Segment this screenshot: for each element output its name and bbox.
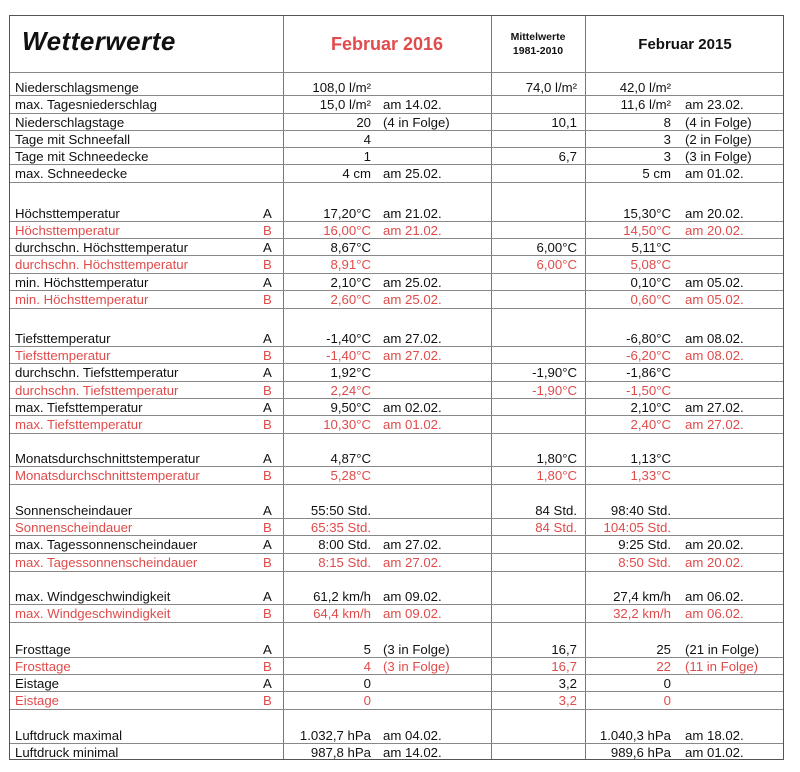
detail-2015: (21 in Folge) — [685, 642, 760, 657]
table-row — [10, 467, 783, 484]
detail-2016: am 27.02. — [383, 555, 442, 570]
detail-2015: am 20.02. — [685, 223, 744, 238]
table-row — [10, 165, 783, 182]
row-label: Sonnenscheindauer — [15, 520, 133, 535]
detail-2016: am 27.02. — [383, 331, 442, 346]
row-label: min. Höchsttemperatur — [15, 275, 149, 290]
detail-2015: am 27.02. — [685, 417, 744, 432]
value-2015: 3 — [663, 149, 671, 164]
row-label: max. Windgeschwindigkeit — [15, 606, 171, 621]
detail-2015: am 08.02. — [685, 331, 744, 346]
row-label: max. Tiefsttemperatur — [15, 417, 143, 432]
table-row — [10, 205, 783, 222]
mittelwerte-period: 1981-2010 — [512, 45, 564, 57]
value-2016: 1.032,7 hPa — [299, 728, 371, 743]
value-2016: 4 — [363, 659, 371, 674]
row-label: max. Tiefsttemperatur — [15, 400, 143, 415]
value-mittelwert: 6,00°C — [536, 240, 577, 255]
row-label: Niederschlagstage — [15, 115, 125, 130]
value-2016: 65:35 Std. — [310, 520, 371, 535]
row-label: Höchsttemperatur — [15, 223, 120, 238]
table-row — [10, 416, 783, 433]
row-label: Frosttage — [15, 659, 71, 674]
value-2016: 64,4 km/h — [313, 606, 371, 621]
value-mittelwert: 1,80°C — [536, 451, 577, 466]
station-code: A — [263, 537, 272, 552]
value-2016: 5 — [363, 642, 371, 657]
column-header-mittelwerte — [491, 16, 585, 72]
row-label: Sonnenscheindauer — [15, 503, 133, 518]
row-label: Monatsdurchschnittstemperatur — [15, 468, 200, 483]
table-row — [10, 330, 783, 347]
row-divider — [10, 484, 783, 485]
row-divider — [10, 398, 783, 399]
table-row — [10, 382, 783, 399]
station-code: A — [263, 331, 272, 346]
row-divider — [10, 381, 783, 382]
value-2016: 1,92°C — [330, 365, 371, 380]
table-row — [10, 222, 783, 239]
row-label: durchschn. Tiefsttemperatur — [15, 365, 179, 380]
table-title: Wetterwerte — [22, 26, 176, 56]
row-label: Frosttage — [15, 642, 71, 657]
row-divider — [10, 553, 783, 554]
value-2016: 4,87°C — [330, 451, 371, 466]
value-2015: 27,4 km/h — [613, 589, 671, 604]
value-mittelwert: 10,1 — [551, 115, 577, 130]
row-divider — [10, 415, 783, 416]
value-2016: 987,8 hPa — [310, 745, 371, 760]
value-mittelwert: 3,2 — [558, 676, 577, 691]
value-2016: 16,00°C — [323, 223, 371, 238]
value-mittelwert: 3,2 — [558, 693, 577, 708]
row-label: Luftdruck minimal — [15, 745, 119, 760]
row-label: Tiefsttemperatur — [15, 331, 111, 346]
row-divider — [10, 95, 783, 96]
detail-2015: am 20.02. — [685, 555, 744, 570]
value-2015: 22 — [656, 659, 671, 674]
station-code: B — [263, 223, 272, 238]
station-code: B — [263, 383, 272, 398]
detail-2015: am 20.02. — [685, 537, 744, 552]
value-2016: 15,0 l/m² — [319, 97, 371, 112]
detail-2015: (4 in Folge) — [685, 115, 752, 130]
value-2015: 2,40°C — [630, 417, 671, 432]
value-2015: 3 — [663, 132, 671, 147]
row-divider — [10, 571, 783, 572]
station-code: A — [263, 365, 272, 380]
weather-table — [9, 15, 784, 760]
value-2016: 8:00 Std. — [318, 537, 371, 552]
value-2015: 0 — [663, 676, 671, 691]
table-row — [10, 274, 783, 291]
value-mittelwert: -1,90°C — [532, 365, 577, 380]
value-2016: 8:15 Std. — [318, 555, 371, 570]
row-divider — [10, 273, 783, 274]
value-2015: 0,10°C — [630, 275, 671, 290]
value-2015: 1,33°C — [630, 468, 671, 483]
value-2015: 25 — [656, 642, 671, 657]
row-label: Luftdruck maximal — [15, 728, 123, 743]
detail-2016: am 01.02. — [383, 417, 442, 432]
value-2016: -1,40°C — [326, 331, 371, 346]
table-row — [10, 131, 783, 148]
value-2015: -6,20°C — [626, 348, 671, 363]
row-label: durchschn. Höchsttemperatur — [15, 240, 188, 255]
row-divider — [10, 622, 783, 623]
station-code: A — [263, 503, 272, 518]
value-2015: 5 cm — [642, 166, 671, 181]
detail-2015: am 01.02. — [685, 745, 744, 760]
value-2016: 8,67°C — [330, 240, 371, 255]
value-2015: -1,50°C — [626, 383, 671, 398]
detail-2016: am 04.02. — [383, 728, 442, 743]
value-2015: 0,60°C — [630, 292, 671, 307]
station-code: A — [263, 589, 272, 604]
value-2015: 32,2 km/h — [613, 606, 671, 621]
detail-2016: am 27.02. — [383, 537, 442, 552]
table-row — [10, 347, 783, 364]
row-label: Höchsttemperatur — [15, 206, 120, 221]
detail-2015: am 18.02. — [685, 728, 744, 743]
row-label: max. Schneedecke — [15, 166, 128, 181]
row-divider — [10, 130, 783, 131]
row-divider — [10, 113, 783, 114]
value-2016: 20 — [356, 115, 371, 130]
value-2016: 1 — [363, 149, 371, 164]
row-label: Eistage — [15, 676, 59, 691]
row-label: max. Tagesniederschlag — [15, 97, 157, 112]
station-code: B — [263, 417, 272, 432]
row-divider — [10, 346, 783, 347]
detail-2016: am 14.02. — [383, 745, 442, 760]
table-row — [10, 744, 783, 761]
detail-2015: am 23.02. — [685, 97, 744, 112]
table-row — [10, 641, 783, 658]
detail-2016: am 27.02. — [383, 348, 442, 363]
row-divider — [10, 164, 783, 165]
column-header-2015: Februar 2015 — [638, 35, 732, 53]
value-mittelwert: 74,0 l/m² — [525, 80, 577, 95]
row-divider — [10, 290, 783, 291]
station-code: A — [263, 275, 272, 290]
station-code: A — [263, 451, 272, 466]
detail-2016: am 09.02. — [383, 606, 442, 621]
value-2015: 2,10°C — [630, 400, 671, 415]
value-mittelwert: 84 Std. — [535, 503, 577, 518]
row-label: durchschn. Höchsttemperatur — [15, 257, 188, 272]
detail-2015: (2 in Folge) — [685, 132, 752, 147]
value-2015: 1.040,3 hPa — [599, 728, 671, 743]
value-mittelwert: 16,7 — [551, 642, 577, 657]
station-code: B — [263, 555, 272, 570]
value-2016: 5,28°C — [330, 468, 371, 483]
value-2015: 42,0 l/m² — [619, 80, 671, 95]
station-code: B — [263, 468, 272, 483]
detail-2016: am 09.02. — [383, 589, 442, 604]
table-row — [10, 502, 783, 519]
table-row — [10, 519, 783, 536]
detail-2016: am 25.02. — [383, 292, 442, 307]
value-2015: 0 — [663, 693, 671, 708]
value-2016: 17,20°C — [323, 206, 371, 221]
row-label: Tiefsttemperatur — [15, 348, 111, 363]
value-2016: 55:50 Std. — [310, 503, 371, 518]
value-2016: 10,30°C — [323, 417, 371, 432]
value-2015: 5,08°C — [630, 257, 671, 272]
value-mittelwert: 84 Std. — [535, 520, 577, 535]
value-2015: 989,6 hPa — [610, 745, 671, 760]
detail-2015: am 06.02. — [685, 589, 744, 604]
value-mittelwert: 6,00°C — [536, 257, 577, 272]
table-row — [10, 291, 783, 308]
mittelwerte-label: Mittelwerte — [510, 31, 566, 43]
row-divider — [10, 182, 783, 183]
value-2015: 104:05 Std. — [603, 520, 671, 535]
value-2016: 2,10°C — [330, 275, 371, 290]
value-2016: 4 — [363, 132, 371, 147]
station-code: B — [263, 659, 272, 674]
station-code: B — [263, 520, 272, 535]
row-divider — [10, 363, 783, 364]
detail-2016: (3 in Folge) — [383, 659, 450, 674]
value-mittelwert: -1,90°C — [532, 383, 577, 398]
header-divider — [10, 72, 783, 73]
value-2016: 9,50°C — [330, 400, 371, 415]
value-2016: 2,60°C — [330, 292, 371, 307]
row-divider — [10, 518, 783, 519]
value-2015: 8 — [663, 115, 671, 130]
detail-2015: am 05.02. — [685, 292, 744, 307]
detail-2016: am 14.02. — [383, 97, 442, 112]
station-code: A — [263, 676, 272, 691]
table-row — [10, 256, 783, 273]
station-code: A — [263, 642, 272, 657]
detail-2015: am 05.02. — [685, 275, 744, 290]
station-code: B — [263, 348, 272, 363]
value-2016: 4 cm — [342, 166, 371, 181]
station-code: A — [263, 206, 272, 221]
row-divider — [10, 466, 783, 467]
station-code: B — [263, 606, 272, 621]
row-label: Eistage — [15, 693, 59, 708]
station-code: A — [263, 240, 272, 255]
row-label: Monatsdurchschnittstemperatur — [15, 451, 200, 466]
row-label: Tage mit Schneedecke — [15, 149, 149, 164]
value-2015: 1,13°C — [630, 451, 671, 466]
table-row — [10, 79, 783, 96]
row-label: Niederschlagsmenge — [15, 80, 139, 95]
value-2015: -1,86°C — [626, 365, 671, 380]
value-mittelwert: 6,7 — [558, 149, 577, 164]
value-2015: 8:50 Std. — [618, 555, 671, 570]
detail-2016: am 21.02. — [383, 206, 442, 221]
table-row — [10, 364, 783, 381]
row-divider — [10, 691, 783, 692]
row-divider — [10, 255, 783, 256]
value-2016: 2,24°C — [330, 383, 371, 398]
table-row — [10, 239, 783, 256]
row-divider — [10, 674, 783, 675]
value-2015: 98:40 Std. — [610, 503, 671, 518]
table-row — [10, 692, 783, 709]
table-row — [10, 114, 783, 131]
row-divider — [10, 709, 783, 710]
detail-2015: (3 in Folge) — [685, 149, 752, 164]
detail-2015: am 20.02. — [685, 206, 744, 221]
table-row — [10, 727, 783, 744]
value-2016: 108,0 l/m² — [312, 80, 371, 95]
value-2015: -6,80°C — [626, 331, 671, 346]
detail-2016: am 02.02. — [383, 400, 442, 415]
value-2015: 15,30°C — [623, 206, 671, 221]
row-divider — [10, 743, 783, 744]
row-label: max. Tagessonnenscheindauer — [15, 537, 198, 552]
detail-2016: (4 in Folge) — [383, 115, 450, 130]
table-row — [10, 588, 783, 605]
value-2015: 11,6 l/m² — [620, 97, 671, 112]
row-label: min. Höchsttemperatur — [15, 292, 149, 307]
detail-2015: am 01.02. — [685, 166, 744, 181]
row-divider — [10, 535, 783, 536]
row-label: max. Windgeschwindigkeit — [15, 589, 171, 604]
table-row — [10, 399, 783, 416]
value-2016: 8,91°C — [330, 257, 371, 272]
detail-2015: am 08.02. — [685, 348, 744, 363]
row-divider — [10, 238, 783, 239]
detail-2015: (11 in Folge) — [685, 659, 759, 674]
row-divider — [10, 147, 783, 148]
table-row — [10, 96, 783, 113]
value-mittelwert: 1,80°C — [536, 468, 577, 483]
value-2016: 61,2 km/h — [313, 589, 371, 604]
table-row — [10, 675, 783, 692]
station-code: A — [263, 400, 272, 415]
row-label: Tage mit Schneefall — [15, 132, 131, 147]
table-row — [10, 148, 783, 165]
detail-2016: (3 in Folge) — [383, 642, 450, 657]
detail-2015: am 06.02. — [685, 606, 744, 621]
row-divider — [10, 657, 783, 658]
table-row — [10, 536, 783, 553]
row-label: durchschn. Tiefsttemperatur — [15, 383, 179, 398]
value-2016: -1,40°C — [326, 348, 371, 363]
value-2016: 0 — [363, 693, 371, 708]
table-row — [10, 450, 783, 467]
value-2016: 0 — [363, 676, 371, 691]
row-label: max. Tagessonnenscheindauer — [15, 555, 198, 570]
column-header-2016: Februar 2016 — [330, 33, 444, 54]
value-2015: 9:25 Std. — [618, 537, 671, 552]
value-mittelwert: 16,7 — [551, 659, 577, 674]
detail-2015: am 27.02. — [685, 400, 744, 415]
row-divider — [10, 604, 783, 605]
table-row — [10, 554, 783, 571]
table-row — [10, 658, 783, 675]
station-code: B — [263, 292, 272, 307]
detail-2016: am 25.02. — [383, 275, 442, 290]
value-2015: 14,50°C — [623, 223, 671, 238]
station-code: B — [263, 693, 272, 708]
row-divider — [10, 221, 783, 222]
detail-2016: am 21.02. — [383, 223, 442, 238]
row-divider — [10, 308, 783, 309]
value-2015: 5,11°C — [631, 240, 671, 255]
station-code: B — [263, 257, 272, 272]
table-row — [10, 605, 783, 622]
row-divider — [10, 433, 783, 434]
detail-2016: am 25.02. — [383, 166, 442, 181]
